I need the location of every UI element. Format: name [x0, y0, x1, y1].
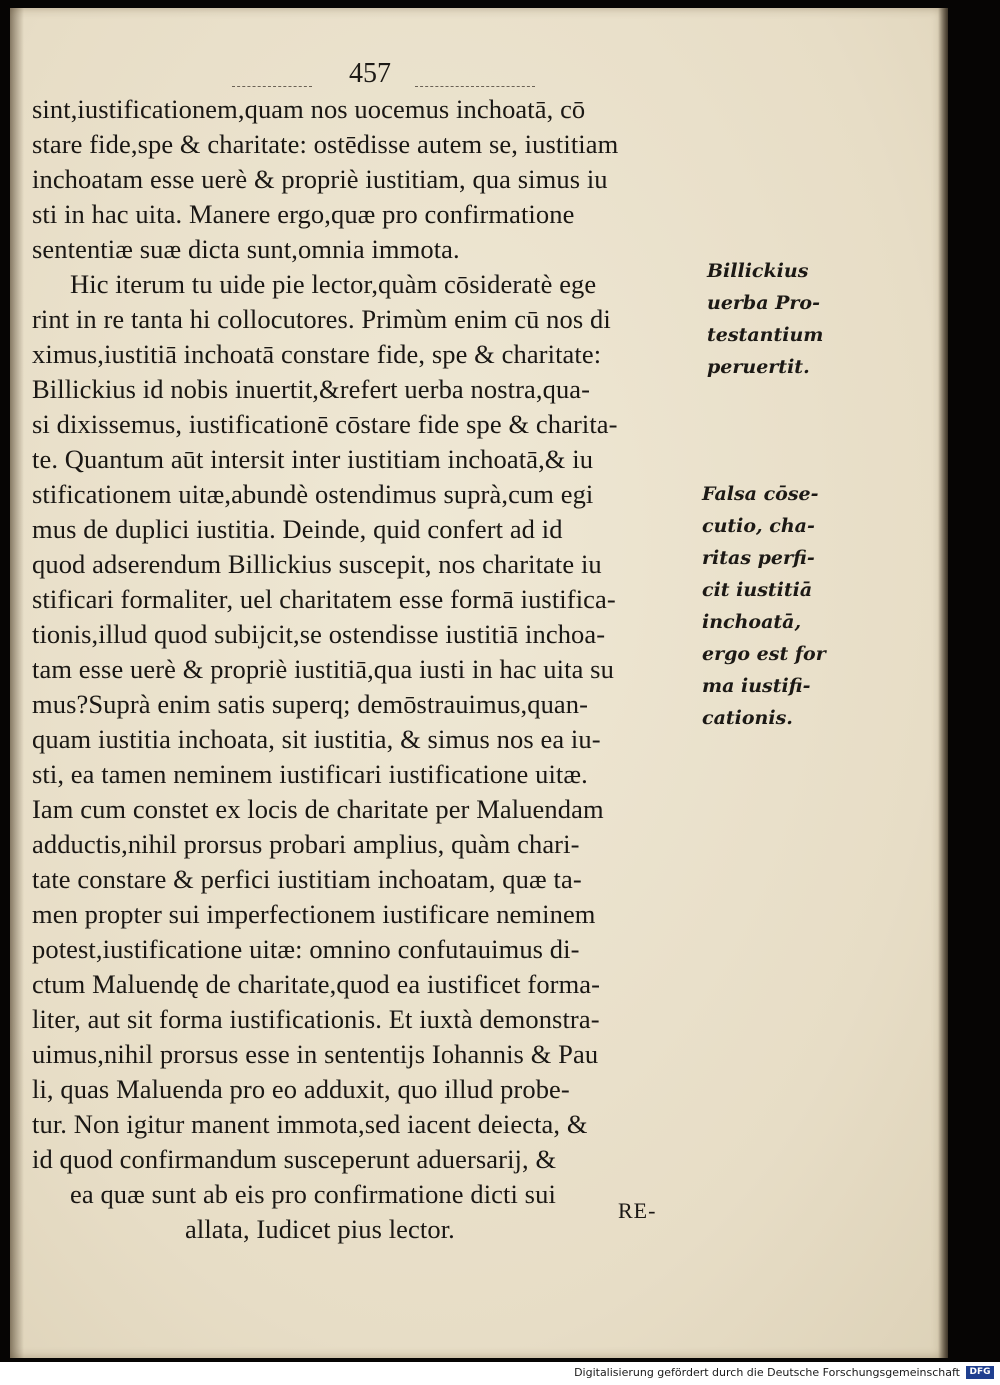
- funding-credit: Digitalisierung gefördert durch die Deutsche Forschungsgemeinschaft: [574, 1366, 960, 1379]
- text-line: allata, Iudicet pius lector.: [185, 1214, 455, 1244]
- text-line: tionis,illud quod subijcit,se ostendisse iustitiā inchoa-: [32, 619, 606, 649]
- marginal-note-2-line: Falsa cōse-: [702, 483, 819, 505]
- marginal-note-1-line: uerba Pro-: [707, 292, 820, 314]
- text-line: tate constare & perfici iustitiam inchoatam, quæ ta-: [32, 864, 582, 894]
- text-line: potest,iustificatione uitæ: omnino confutauimus di-: [32, 934, 580, 964]
- marginal-note-2-line: ma iustifi-: [702, 675, 811, 697]
- text-line: stificari formaliter, uel charitatem esse formā iustifica-: [32, 584, 616, 614]
- text-line: uimus,nihil prorsus esse in sententijs Iohannis & Pau: [32, 1039, 599, 1069]
- text-line: Hic iterum tu uide pie lector,quàm cōsideratè ege: [70, 269, 597, 299]
- page-number: 457: [349, 58, 391, 89]
- marginal-note-2-line: ergo est for: [702, 643, 826, 665]
- text-line: id quod confirmandum susceperunt aduersarij, &: [32, 1144, 557, 1174]
- text-line: tam esse uerè & propriè iustitiā,qua iusti in hac uita su: [32, 654, 614, 684]
- text-line: mus de duplici iustitia. Deinde, quid confert ad id: [32, 514, 563, 544]
- marginal-note-2-line: ritas perfi-: [702, 547, 815, 569]
- marginal-note-2-line: cutio, cha-: [702, 515, 815, 537]
- text-line: tur. Non igitur manent immota,sed iacent deiecta, &: [32, 1109, 588, 1139]
- text-line: liter, aut sit forma iustificationis. Et iuxtà demonstra-: [32, 1004, 600, 1034]
- text-line: sti, ea tamen neminem iustificari iustificatione uitæ.: [32, 759, 588, 789]
- text-line: si dixissemus, iustificationē cōstare fide spe & charita-: [32, 409, 618, 439]
- text-line: stare fide,spe & charitate: ostēdisse autem se, iustitiam: [32, 129, 619, 159]
- text-line: te. Quantum aūt intersit inter iustitiam inchoatā,& iu: [32, 444, 594, 474]
- marginal-note-2-line: inchoatā,: [702, 611, 802, 633]
- text-line: adductis,nihil prorsus probari amplius, quàm chari-: [32, 829, 580, 859]
- text-line: men propter sui imperfectionem iustificare neminem: [32, 899, 596, 929]
- text-line: ximus,iustitiā inchoatā constare fide, spe & charitate:: [32, 339, 602, 369]
- text-line: ea quæ sunt ab eis pro confirmatione dicti sui: [70, 1179, 556, 1209]
- text-line: li, quas Maluenda pro eo adduxit, quo illud probe-: [32, 1074, 570, 1104]
- marginal-note-1-line: testantium: [707, 324, 824, 346]
- text-line: ctum Maluendę de charitate,quod ea iustificet forma-: [32, 969, 601, 999]
- dfg-logo: DFG: [966, 1366, 994, 1379]
- marginal-note-2-line: cit iustitiā: [702, 579, 813, 601]
- marginal-note-1-line: Billickius: [707, 260, 809, 282]
- marginal-note-2-line: cationis.: [702, 707, 793, 729]
- footer-bar: [0, 1362, 1000, 1385]
- text-line: sententiæ suæ dicta sunt,omnia immota.: [32, 234, 460, 264]
- text-line: quod adserendum Billickius suscepit, nos charitate iu: [32, 549, 602, 579]
- text-line: sti in hac uita. Manere ergo,quæ pro confirmatione: [32, 199, 575, 229]
- text-line: inchoatam esse uerè & propriè iustitiam, qua simus iu: [32, 164, 608, 194]
- book-page: [10, 8, 948, 1358]
- text-line: quam iustitia inchoata, sit iustitia, & simus nos ea iu-: [32, 724, 601, 754]
- marginal-note-1-line: peruertit.: [707, 356, 810, 378]
- text-line: mus?Suprà enim satis superq; demōstrauimus,quan-: [32, 689, 589, 719]
- text-line: Iam cum constet ex locis de charitate per Maluendam: [32, 794, 604, 824]
- text-line: rint in re tanta hi collocutores. Primùm enim cū nos di: [32, 304, 611, 334]
- text-line: Billickius id nobis inuertit,&refert uerba nostra,qua-: [32, 374, 591, 404]
- text-line: stificationem uitæ,abundè ostendimus suprà,cum egi: [32, 479, 594, 509]
- marginalia: [10, 8, 948, 1358]
- catchword: RE-: [618, 1198, 657, 1223]
- text-line: sint,iustificationem,quam nos uocemus inchoatā, cō: [32, 94, 586, 124]
